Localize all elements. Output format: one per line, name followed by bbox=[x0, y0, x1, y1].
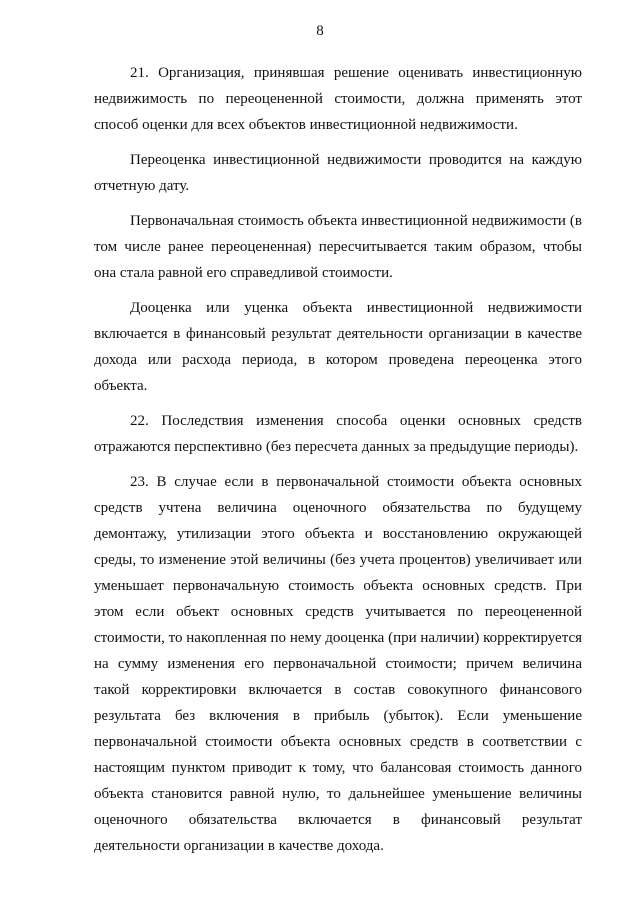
paragraph-22: 22. Последствия изменения способа оценки основных средств отражаются перспективно (без пересчета данных за предыдущие периоды). bbox=[94, 413, 582, 455]
paragraph-23: 23. В случае если в первоначальной стоимости объекта основных средств учтена величина оценочного обязательства по будущему демонтажу, утилизации этого объекта и восстановлению окружающей среды, то изменение этой величины (без учета процентов) увеличивает или уменьшает первоначальную стоимость объекта основных средств. При этом если объект основных средств учитывается по переоцененной стоимости, то накопленная по нему дооценка (при наличии) корректируется на сумму изменения его первоначальной стоимости; причем величина такой корректировки включается в состав совокупного финансового результата без включения в прибыль (убыток). Если уменьшение первоначальной стоимости объекта основных средств в соответствии с настоящим пунктом приводит к тому, что балансовая стоимость данного объекта становится равной нулю, то дальнейшее уменьшение величины оценочного обязательства включается в финансовый результат деятельности организации в качестве дохода. bbox=[94, 474, 582, 854]
paragraph-initial-cost: Первоначальная стоимость объекта инвестиционной недвижимости (в том числе ранее переоцененная) пересчитывается таким образом, чтобы она стала равной его справедливой стоимости. bbox=[94, 213, 582, 281]
paragraph-21: 21. Организация, принявшая решение оценивать инвестиционную недвижимость по переоцененной стоимости, должна применять этот способ оценки для всех объектов инвестиционной недвижимости. bbox=[94, 65, 582, 133]
document-body bbox=[94, 60, 582, 868]
page-number: 8 bbox=[316, 23, 324, 39]
paragraph-revaluation-result: Дооценка или уценка объекта инвестиционной недвижимости включается в финансовый результат деятельности организации в качестве дохода или расхода периода, в котором проведена переоценка этого объекта. bbox=[94, 300, 582, 394]
paragraph-revaluation-date: Переоценка инвестиционной недвижимости проводится на каждую отчетную дату. bbox=[94, 152, 582, 194]
